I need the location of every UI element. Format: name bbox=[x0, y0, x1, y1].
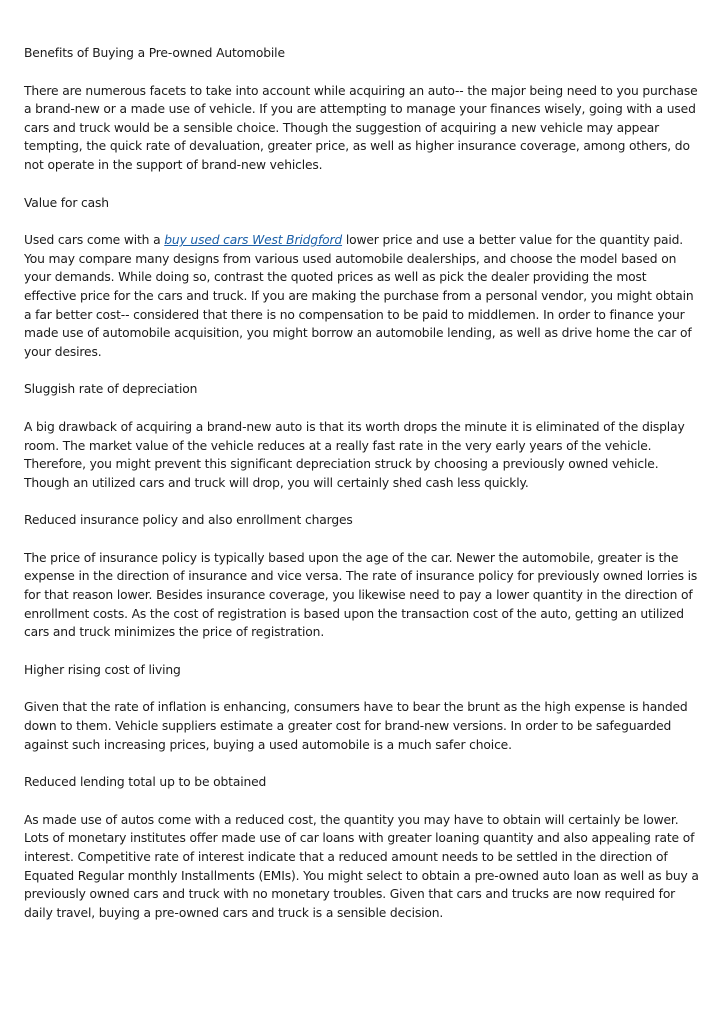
value-text-before-link: Used cars come with a bbox=[24, 233, 165, 248]
inflation-paragraph: Given that the rate of inflation is enhancing, consumers have to bear the brunt as the high expense is handed down to them. Vehicle suppliers estimate a greater cost for brand-new versions. In order to be safeguarded against such increasing prices, buying a used automobile is a much safer choice. bbox=[24, 700, 688, 752]
section-heading-depreciation: Sluggish rate of depreciation bbox=[24, 382, 198, 397]
section-heading-insurance: Reduced insurance policy and also enrollment charges bbox=[24, 513, 353, 528]
depreciation-paragraph: A big drawback of acquiring a brand-new auto is that its worth drops the minute it is eliminated of the display room. The market value of the vehicle reduces at a really fast rate in the very early years of the vehicle. Therefore, you might prevent this significant depreciation struck by choosing a previously owned vehicle. Though an utilized cars and truck will drop, you will certainly shed cash less quickly. bbox=[24, 419, 685, 490]
section-heading-value: Value for cash bbox=[24, 195, 109, 210]
buy-used-cars-link[interactable]: buy used cars West Bridgford bbox=[164, 233, 343, 248]
insurance-paragraph: The price of insurance policy is typically based upon the age of the car. Newer the automobile, greater is the expense in the direction of insurance and vice versa. The rate of insurance policy for previously owned lorries is for that reason lower. Besides insurance coverage, you likewise need to pay a lower quantity in the direction of enrollment costs. As the cost of registration is based upon the transaction cost of the auto, getting an utilized cars and truck minimizes the price of registration. bbox=[24, 550, 698, 640]
document-title: Benefits of Buying a Pre-owned Automobile bbox=[24, 46, 285, 60]
section-heading-lending: Reduced lending total up to be obtained bbox=[24, 775, 267, 790]
section-heading-inflation: Higher rising cost of living bbox=[24, 662, 181, 677]
value-paragraph bbox=[24, 231, 700, 361]
lending-paragraph: As made use of autos come with a reduced cost, the quantity you may have to obtain will certainly be lower. Lots of monetary institutes offer made use of car loans with greater loaning quantity and also appealing rate of interest. Competitive rate of interest indicate that a reduced amount needs to be settled in the direction of Equated Regular monthly Installments (EMIs). You might select to obtain a pre-owned auto loan as well as buy a previously owned cars and truck with no monetary troubles. Given that cars and trucks are now required for daily travel, buying a pre-owned cars and truck is a sensible decision. bbox=[24, 812, 699, 920]
intro-paragraph: There are numerous facets to take into account while acquiring an auto-- the major being need to you purchase a brand-new or a made use of vehicle. If you are attempting to manage your finances wisely, going with a used cars and truck would be a sensible choice. Though the suggestion of acquiring a new vehicle may appear tempting, the quick rate of devaluation, greater price, as well as higher insurance coverage, among others, do not operate in the support of brand-new vehicles. bbox=[24, 83, 698, 172]
document-page bbox=[24, 44, 700, 941]
value-text-after-link: lower price and use a better value for the quantity paid. You may compare many designs from various used automobile dealerships, and choose the model based on your demands. While doing so, contrast the quoted prices as well as pick the dealer providing the most effective price for the cars and truck. If you are making the purchase from a personal vendor, you might obtain a far better cost-- considered that there is no compensation to be paid to middlemen. In order to finance your made use of automobile acquisition, you might borrow an automobile lending, as well as drive home the car of your desires. bbox=[24, 233, 694, 359]
